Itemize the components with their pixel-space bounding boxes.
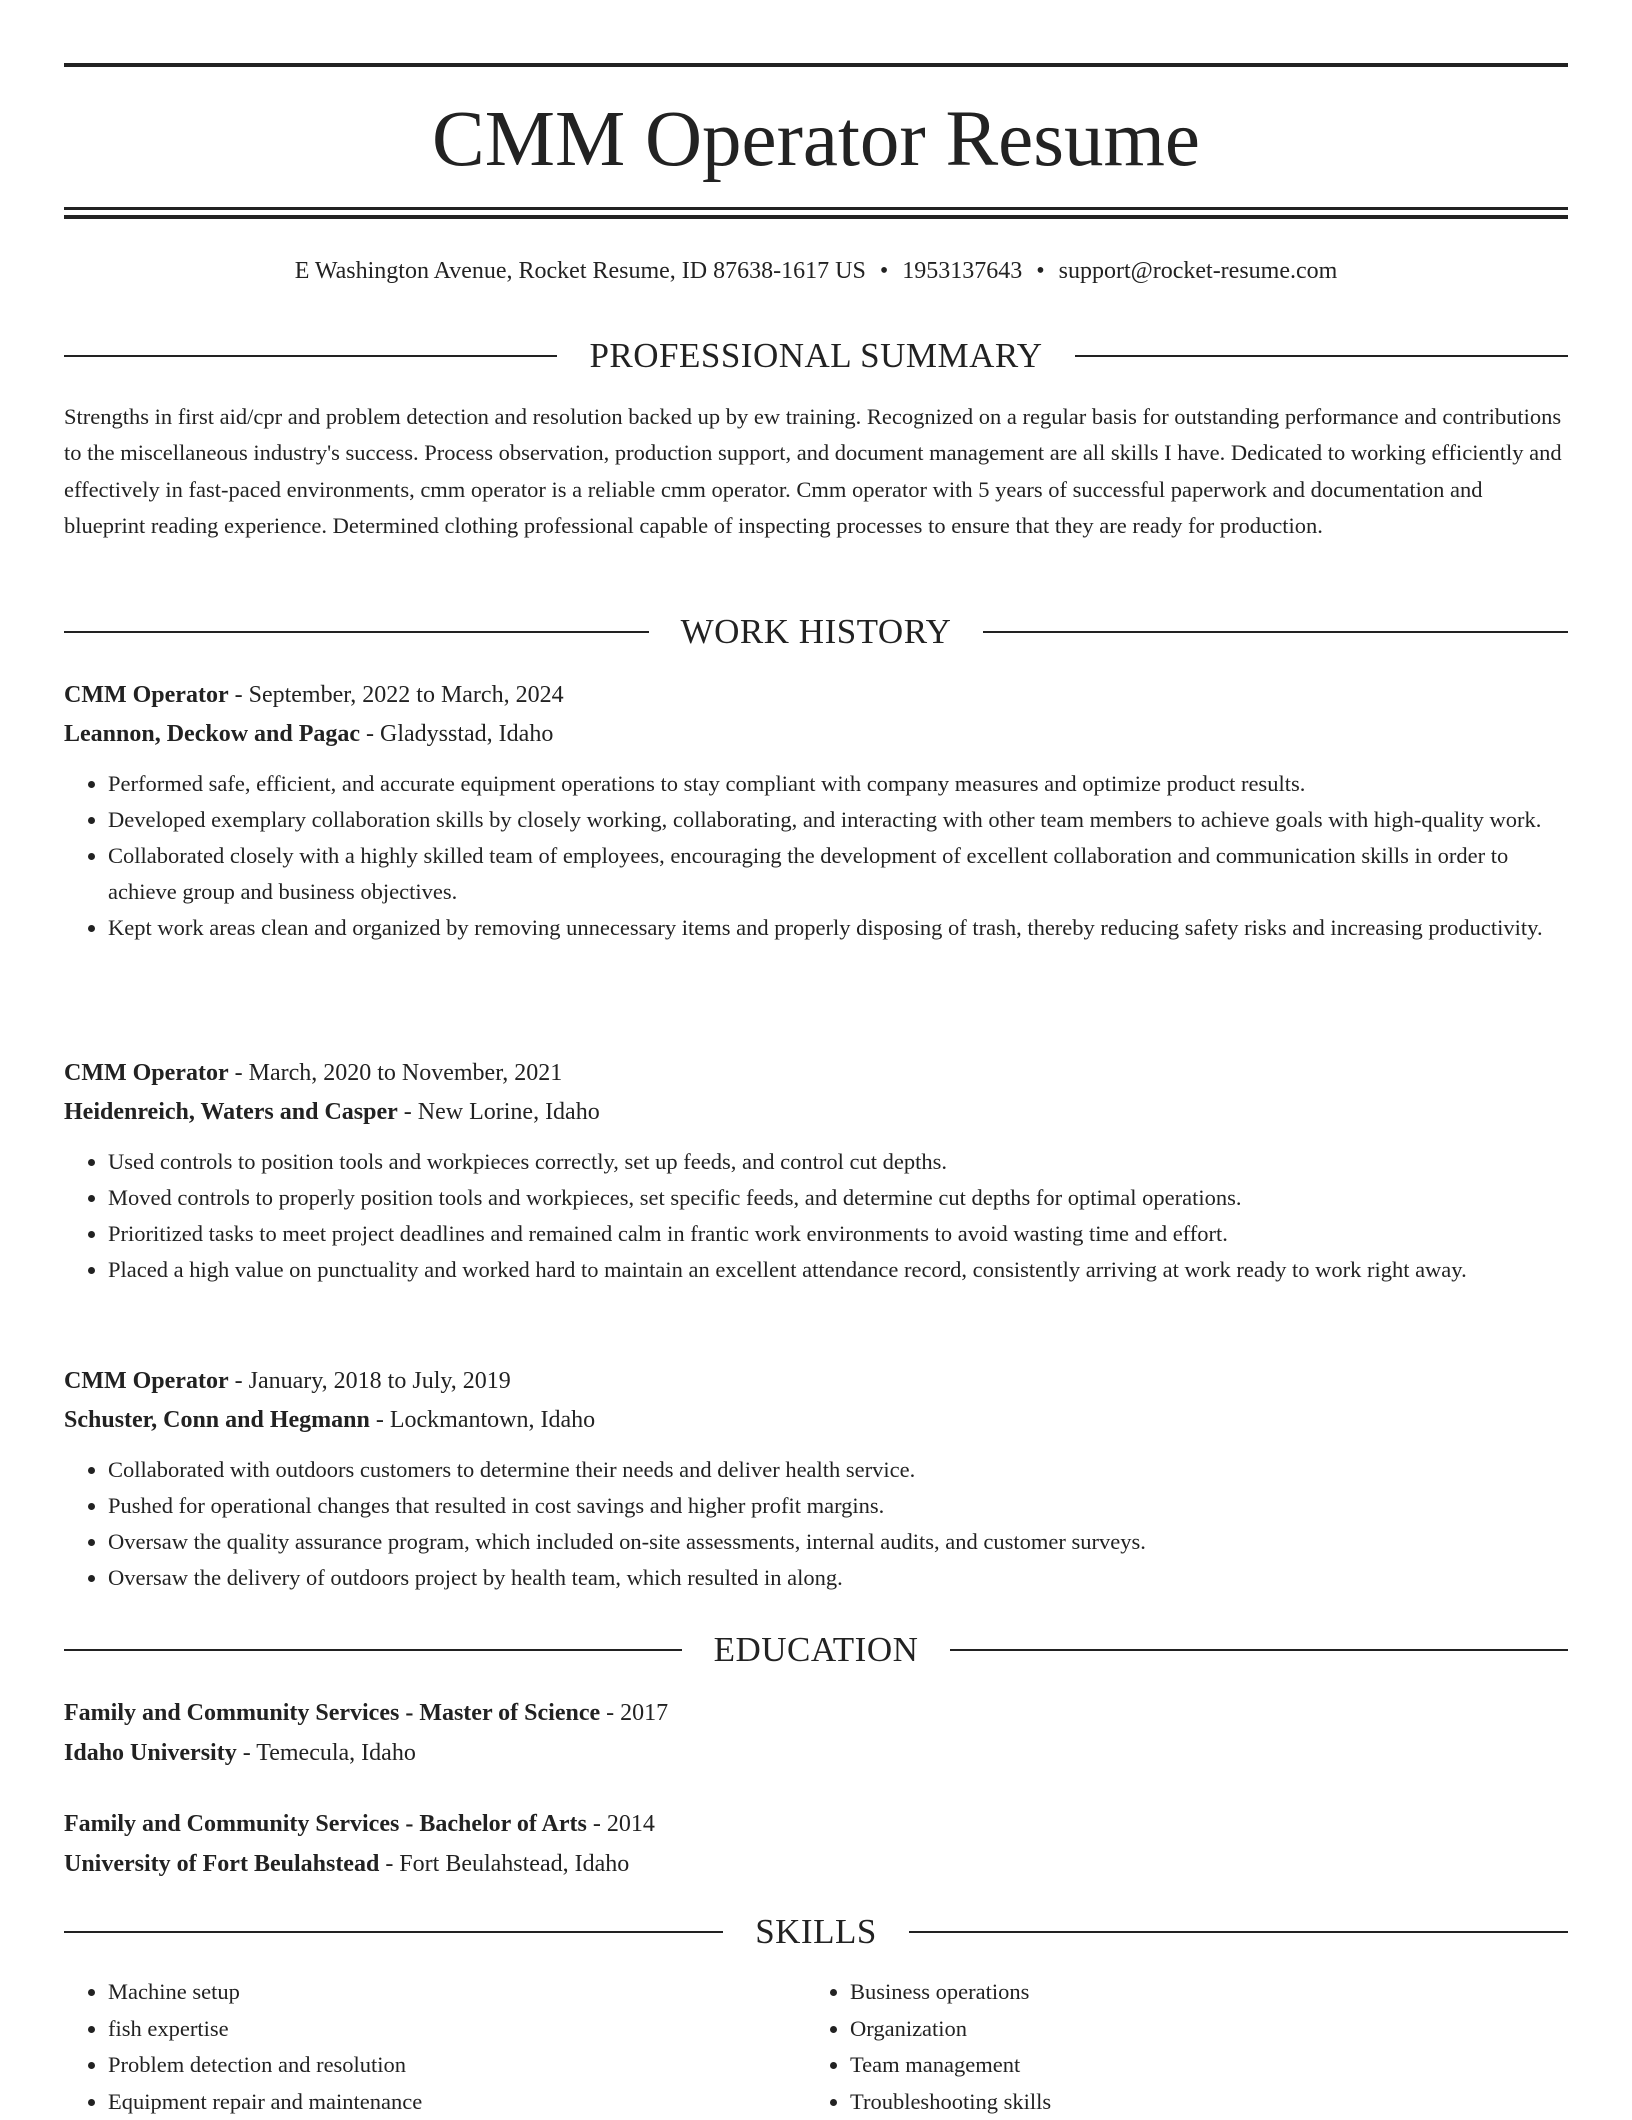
summary-text: Strengths in first aid/cpr and problem detection and resolution backed up by ew training. Recognized on a regular basis for outstanding performance and contributions to the miscellaneous industry's success. Process observation, production support, and document management are all skills I have. Dedicated to working efficiently and effectively in fast-paced environments, cmm operator is a reliable cmm operator. Cmm operator with 5 years of successful paperwork and documentation and blueprint reading experience. Determined clothing professional capable of inspecting processes to ensure that they are ready for production.	[64, 399, 1568, 544]
section-title: WORK HISTORY	[649, 612, 984, 652]
job-company: Schuster, Conn and Hegmann	[64, 1407, 370, 1433]
job-bullet: • Oversaw the quality assurance program, which included on-site assessments, internal audits, and customer surveys.	[108, 1524, 1568, 1560]
job-dates: - March, 2020 to November, 2021	[229, 1060, 563, 1086]
job-location: - New Lorine, Idaho	[398, 1099, 600, 1125]
section-title: SKILLS	[723, 1912, 909, 1952]
skill-item: • Troubleshooting skills	[850, 2084, 1548, 2120]
section-rule	[983, 631, 1568, 633]
education-school-row	[64, 1845, 1568, 1885]
job-title-row	[64, 676, 1568, 715]
job-company: Heidenreich, Waters and Casper	[64, 1099, 398, 1125]
section-header-education	[64, 1628, 1568, 1672]
job-bullet: • Collaborated closely with a highly skilled team of employees, encouraging the development of excellent collaboration and communication skills in order to achieve group and business objectives.	[108, 838, 1568, 910]
contact-address: E Washington Avenue, Rocket Resume, ID 87638-1617 US	[295, 258, 866, 284]
resume-title: CMM Operator Resume	[64, 92, 1568, 188]
contact-separator: •	[1022, 254, 1058, 288]
section-rule	[64, 1931, 723, 1933]
job-dates: - January, 2018 to July, 2019	[229, 1368, 511, 1394]
section-rule	[950, 1649, 1568, 1651]
section-header-summary	[64, 334, 1568, 378]
skill-item: • Business operations	[850, 1974, 1548, 2011]
skill-item: • Team management	[850, 2047, 1548, 2084]
contact-phone: 1953137643	[902, 258, 1022, 284]
job-title: CMM Operator	[64, 682, 229, 708]
job-bullet: • Kept work areas clean and organized by removing unnecessary items and properly disposing of trash, thereby reducing safety risks and increasing productivity.	[108, 910, 1568, 946]
skills-list-left	[64, 1974, 806, 2120]
top-rule	[64, 63, 1568, 67]
section-rule	[64, 631, 649, 633]
education-entry	[64, 1805, 1568, 1884]
contact-email: support@rocket-resume.com	[1059, 258, 1338, 284]
section-rule	[64, 1649, 682, 1651]
section-header-work-history	[64, 610, 1568, 654]
job-bullet: • Pushed for operational changes that resulted in cost savings and higher profit margins.	[108, 1488, 1568, 1524]
education-degree: Family and Community Services - Bachelor of Arts	[64, 1811, 587, 1837]
skills-list-right	[806, 1974, 1548, 2120]
job-bullet: • Collaborated with outdoors customers to determine their needs and deliver health service.	[108, 1452, 1568, 1488]
education-school: Idaho University	[64, 1740, 237, 1766]
section-rule	[1075, 355, 1568, 357]
job-bullet: • Placed a high value on punctuality and worked hard to maintain an excellent attendance record, consistently arriving at work ready to work right away.	[108, 1252, 1568, 1288]
education-location: - Temecula, Idaho	[237, 1740, 416, 1766]
education-degree-row	[64, 1805, 1568, 1845]
job-title-row	[64, 1054, 1568, 1093]
job-company-row	[64, 1093, 1568, 1132]
job-bullets	[64, 1452, 1568, 1596]
education-year: - 2014	[587, 1811, 655, 1837]
skill-item: • Organization	[850, 2011, 1548, 2048]
job-company-row	[64, 715, 1568, 754]
job-entry	[64, 1054, 1568, 1288]
job-bullet: • Moved controls to properly position tools and workpieces, set specific feeds, and determine cut depths for optimal operations.	[108, 1180, 1568, 1216]
skills-columns	[64, 1974, 1568, 2120]
job-entry	[64, 1362, 1568, 1596]
education-degree: Family and Community Services - Master of Science	[64, 1700, 600, 1726]
education-school: University of Fort Beulahstead	[64, 1851, 379, 1877]
job-title-row	[64, 1362, 1568, 1401]
job-entry	[64, 676, 1568, 946]
education-school-row	[64, 1734, 1568, 1774]
job-bullet: • Prioritized tasks to meet project deadlines and remained calm in frantic work environments to avoid wasting time and effort.	[108, 1216, 1568, 1252]
job-title: CMM Operator	[64, 1368, 229, 1394]
section-rule	[64, 355, 557, 357]
section-title: PROFESSIONAL SUMMARY	[557, 336, 1074, 376]
job-location: - Gladysstad, Idaho	[360, 721, 553, 747]
skill-item: • Problem detection and resolution	[108, 2047, 806, 2084]
job-company: Leannon, Deckow and Pagac	[64, 721, 360, 747]
title-rule-lower	[64, 215, 1568, 219]
skill-item: • Machine setup	[108, 1974, 806, 2011]
skill-item: • Equipment repair and maintenance	[108, 2084, 806, 2120]
job-title: CMM Operator	[64, 1060, 229, 1086]
education-entry	[64, 1694, 1568, 1773]
job-bullet: • Used controls to position tools and workpieces correctly, set up feeds, and control cut depths.	[108, 1144, 1568, 1180]
section-title: EDUCATION	[682, 1630, 951, 1670]
job-bullet: • Developed exemplary collaboration skills by closely working, collaborating, and interacting with other team members to achieve goals with high-quality work.	[108, 802, 1568, 838]
education-location: - Fort Beulahstead, Idaho	[379, 1851, 629, 1877]
job-bullet: • Oversaw the delivery of outdoors project by health team, which resulted in along.	[108, 1560, 1568, 1596]
section-rule	[909, 1931, 1568, 1933]
contact-line	[64, 254, 1568, 288]
job-dates: - September, 2022 to March, 2024	[229, 682, 564, 708]
skill-item: • fish expertise	[108, 2011, 806, 2048]
job-location: - Lockmantown, Idaho	[370, 1407, 595, 1433]
title-rule-upper	[64, 207, 1568, 210]
contact-separator: •	[866, 254, 902, 288]
section-header-skills	[64, 1910, 1568, 1954]
education-year: - 2017	[600, 1700, 668, 1726]
job-bullets	[64, 766, 1568, 946]
job-bullet: • Performed safe, efficient, and accurate equipment operations to stay compliant with company measures and optimize product results.	[108, 766, 1568, 802]
job-bullets	[64, 1144, 1568, 1288]
job-company-row	[64, 1401, 1568, 1440]
education-degree-row	[64, 1694, 1568, 1734]
